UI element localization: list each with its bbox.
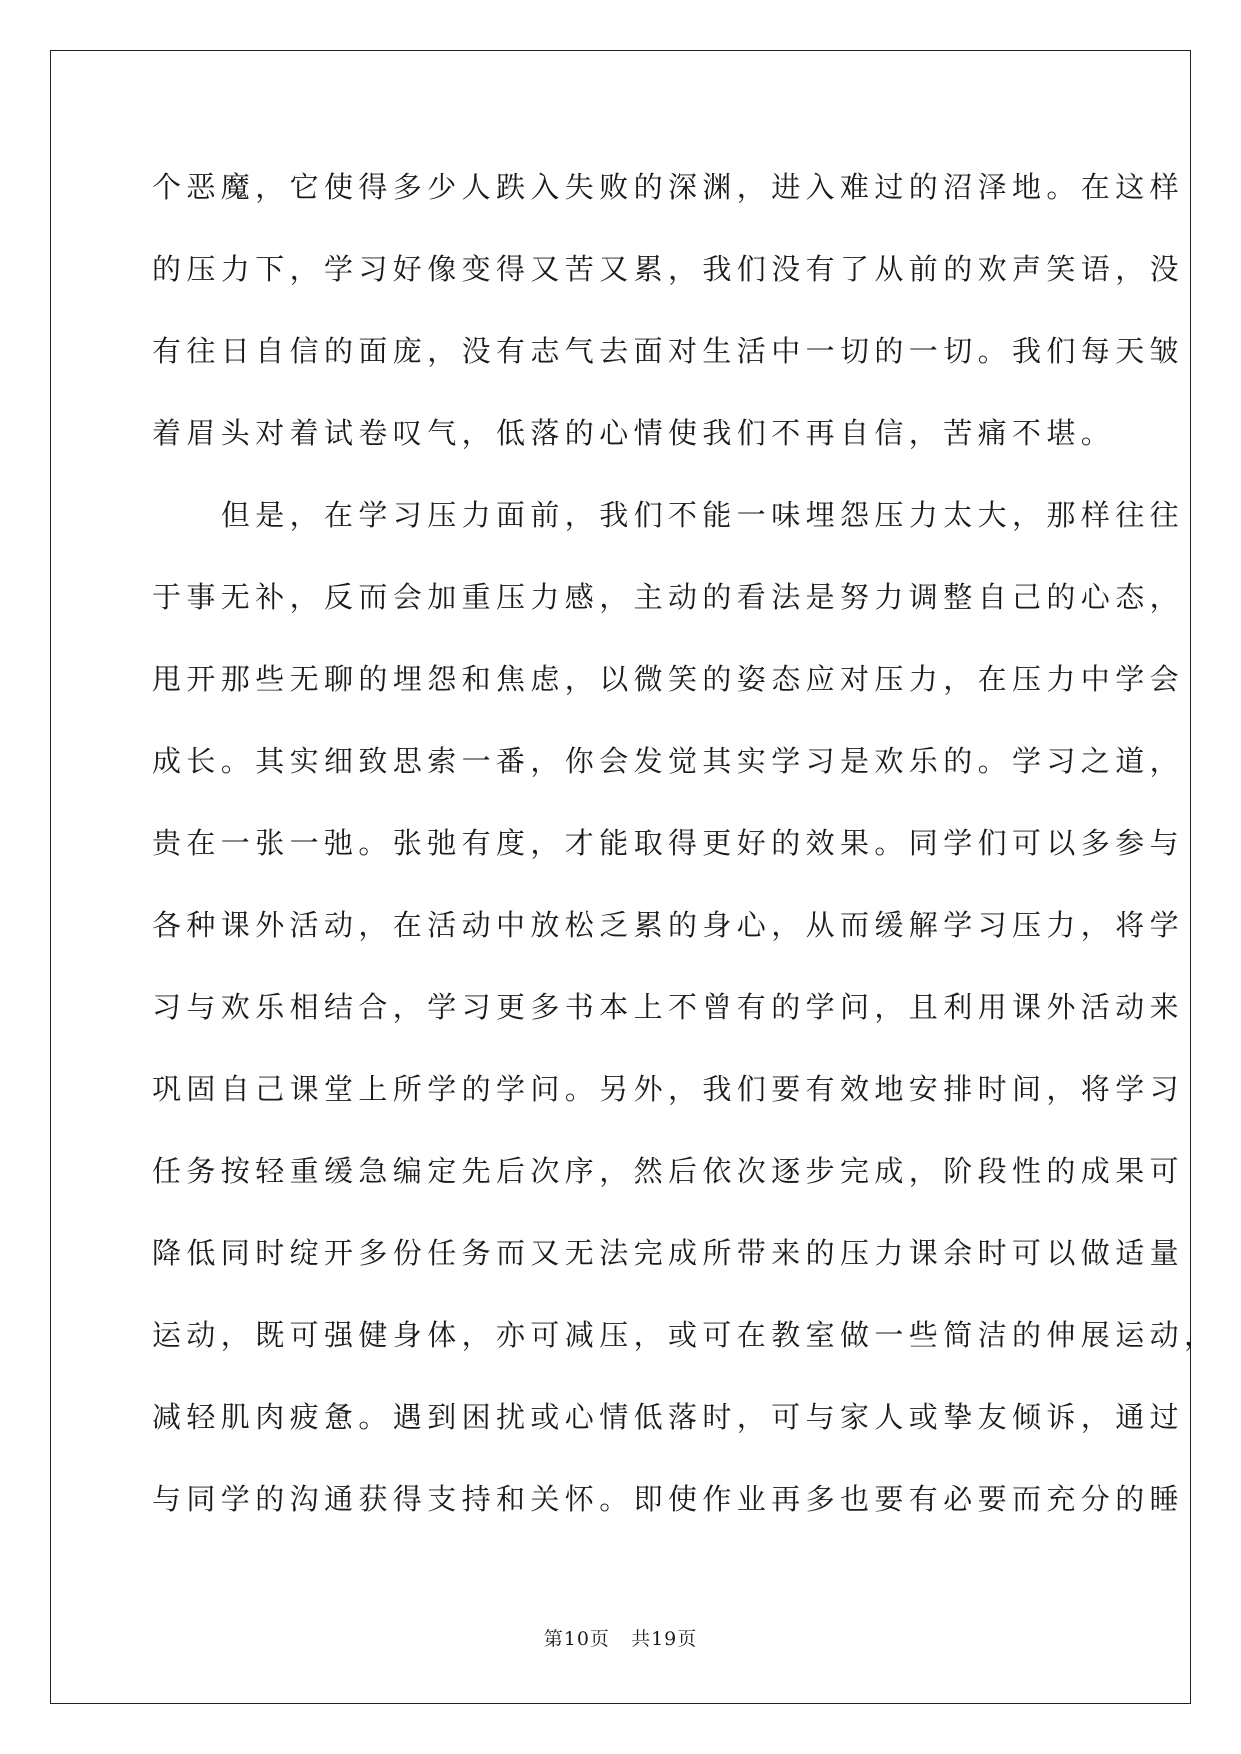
text-line: 成长。其实细致思索一番，你会发觉其实学习是欢乐的。学习之道，: [152, 744, 1185, 778]
total-pages: 共19页: [631, 1628, 698, 1650]
text-line: 运动，既可强健身体，亦可减压，或可在教室做一些简洁的伸展运动，: [152, 1318, 1219, 1352]
body-text: [152, 158, 1219, 1552]
text-line: 各种课外活动，在活动中放松乏累的身心，从而缓解学习压力，将学: [152, 908, 1185, 942]
text-line: 降低同时绽开多份任务而又无法完成所带来的压力课余时可以做适量: [152, 1236, 1185, 1270]
paragraph-start-line: 但是，在学习压力面前，我们不能一味埋怨压力太大，那样往往: [152, 498, 1185, 532]
page-footer: [0, 1624, 1241, 1651]
text-line: 甩开那些无聊的埋怨和焦虑，以微笑的姿态应对压力，在压力中学会: [152, 662, 1185, 696]
text-line: 习与欢乐相结合，学习更多书本上不曾有的学问，且利用课外活动来: [152, 990, 1185, 1024]
text-line: 巩固自己课堂上所学的学问。另外，我们要有效地安排时间，将学习: [152, 1072, 1185, 1106]
text-line: 个恶魔，它使得多少人跌入失败的深渊，进入难过的沼泽地。在这样: [152, 170, 1185, 204]
text-line: 任务按轻重缓急编定先后次序，然后依次逐步完成，阶段性的成果可: [152, 1154, 1185, 1188]
text-line: 与同学的沟通获得支持和关怀。即使作业再多也要有必要而充分的睡: [152, 1482, 1185, 1516]
text-line: 减轻肌肉疲惫。遇到困扰或心情低落时，可与家人或挚友倾诉，通过: [152, 1400, 1185, 1434]
text-line: 的压力下，学习好像变得又苦又累，我们没有了从前的欢声笑语，没: [152, 252, 1185, 286]
text-line: 于事无补，反而会加重压力感，主动的看法是努力调整自己的心态，: [152, 580, 1185, 614]
page-number: 第10页: [543, 1628, 610, 1650]
text-line: 有往日自信的面庞，没有志气去面对生活中一切的一切。我们每天皱: [152, 334, 1185, 368]
text-line: 着眉头对着试卷叹气，低落的心情使我们不再自信，苦痛不堪。: [152, 416, 1116, 450]
text-line: 贵在一张一弛。张弛有度，才能取得更好的效果。同学们可以多参与: [152, 826, 1185, 860]
